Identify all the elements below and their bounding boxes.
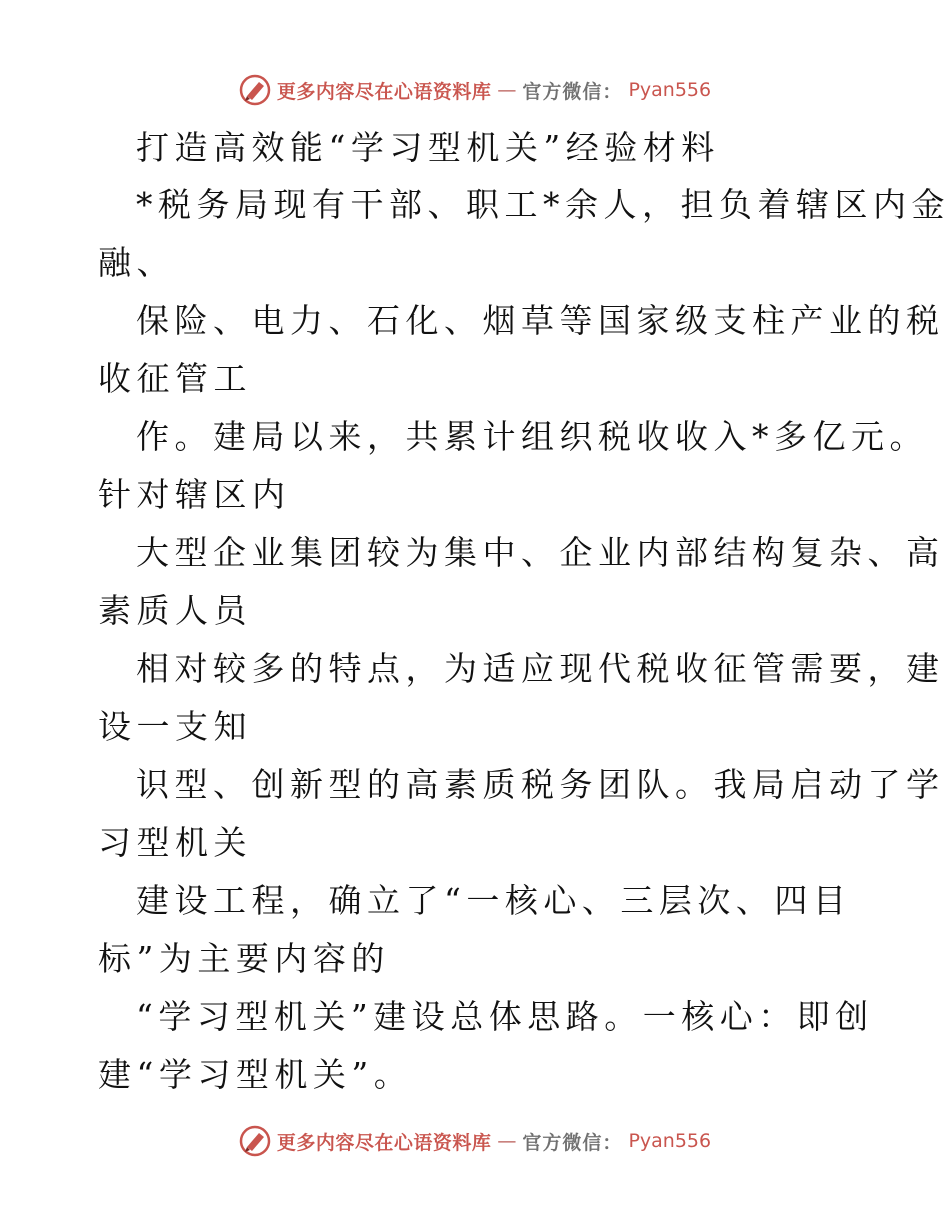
paragraph-line: 识型、创新型的高素质税务团队。我局启动了学 [136,765,945,804]
watermark-wechat-label: 官方微信： [522,1131,623,1154]
paragraph-line: 习型机关 [98,823,252,862]
header-watermark [0,70,950,110]
paragraph-line: 建设工程，确立了“一核心、三层次、四目 [136,881,852,920]
watermark-wechat-id: Pyan556 [628,1130,712,1152]
paragraph-line: *税务局现有干部、职工*余人，担负着辖区内金 [136,185,950,224]
paragraph-line: 针对辖区内 [98,475,291,514]
footer-watermark [0,1121,950,1161]
paragraph-line: “学习型机关”建设总体思路。一核心：即创 [136,997,874,1036]
paragraph-line: 保险、电力、石化、烟草等国家级支柱产业的税 [136,301,945,340]
watermark-text: 更多内容尽在心语资料库 [276,80,492,103]
paragraph-line: 相对较多的特点，为适应现代税收征管需要，建 [136,649,945,688]
paragraph-line: 作。建局以来，共累计组织税收收入*多亿元。 [136,417,928,456]
watermark-text: 更多内容尽在心语资料库 [276,1131,492,1154]
paragraph-line: 融、 [98,243,175,282]
paragraph-line: 建“学习型机关”。 [98,1055,413,1094]
watermark-wechat-id: Pyan556 [628,79,712,101]
watermark-dash: — [497,1130,517,1152]
paragraph-line: 标”为主要内容的 [98,939,390,978]
watermark-dash: — [497,79,517,101]
paragraph-line: 设一支知 [98,707,252,746]
paragraph-line: 大型企业集团较为集中、企业内部结构复杂、高 [136,533,945,572]
paragraph-line: 素质人员 [98,591,252,630]
watermark-wechat-label: 官方微信： [522,80,623,103]
pen-logo-icon [239,1125,271,1157]
paragraph-line: 收征管工 [98,359,252,398]
pen-logo-icon [239,74,271,106]
document-title: 打造高效能“学习型机关”经验材料 [136,128,720,167]
